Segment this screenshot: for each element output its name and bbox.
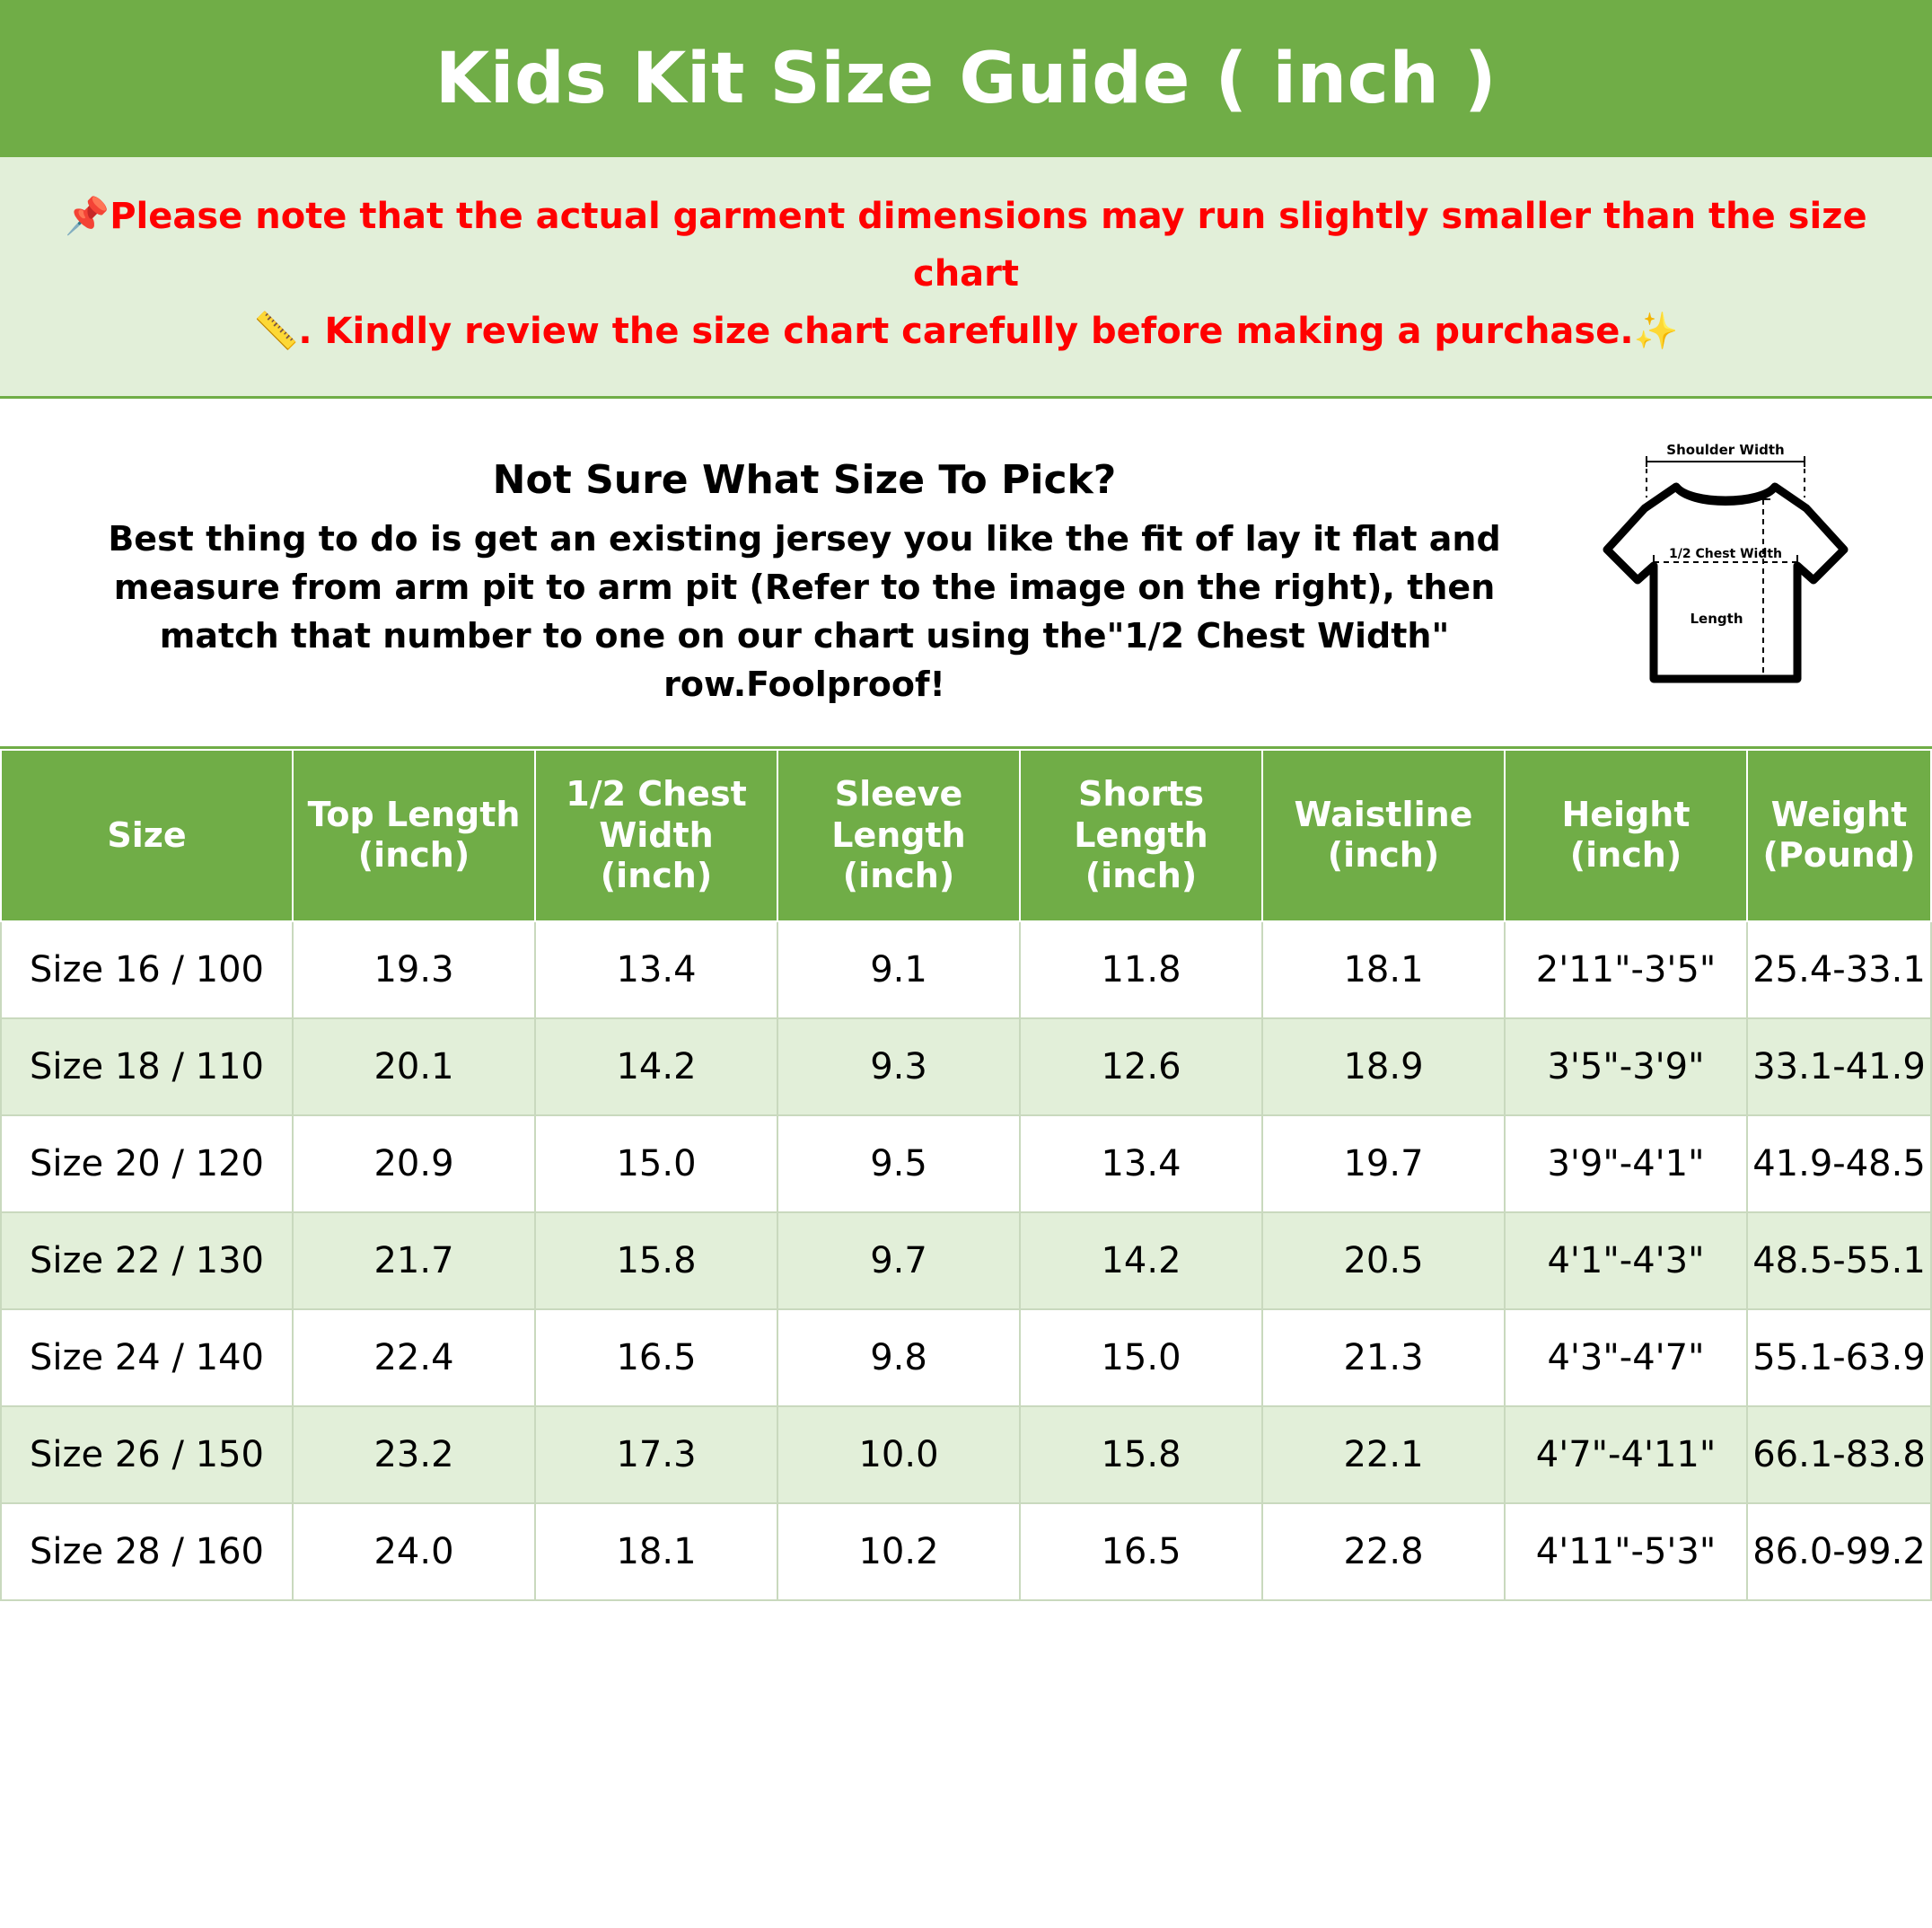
table-row bbox=[1, 1018, 1931, 1115]
column-header-waistline-line1: Waistline bbox=[1294, 794, 1473, 834]
cell-height: 3'5"-3'9" bbox=[1505, 1018, 1747, 1115]
cell-waistline: 19.7 bbox=[1262, 1115, 1505, 1212]
how-to-measure-body: Best thing to do is get an existing jersey you like the fit of lay it flat and measure from arm pit to arm pit (Refer to the image on the right), then match that number to one on our chart using the"1/2 Chest Width" row.Foolproof! bbox=[108, 519, 1501, 704]
svg-text:Length: Length bbox=[1690, 611, 1743, 627]
cell-chest-width: 13.4 bbox=[535, 921, 777, 1018]
pushpin-icon: 📌 bbox=[65, 196, 110, 237]
column-header-top-length bbox=[293, 750, 535, 921]
cell-top-length: 19.3 bbox=[293, 921, 535, 1018]
cell-size: Size 18 / 110 bbox=[1, 1018, 293, 1115]
cell-waistline: 22.8 bbox=[1262, 1503, 1505, 1600]
cell-sleeve-length: 9.5 bbox=[777, 1115, 1020, 1212]
cell-height: 4'3"-4'7" bbox=[1505, 1309, 1747, 1406]
how-to-measure-title: Not Sure What Size To Pick? bbox=[492, 457, 1117, 503]
svg-text:Shoulder Width: Shoulder Width bbox=[1666, 444, 1785, 458]
table-row bbox=[1, 921, 1931, 1018]
cell-shorts-length: 12.6 bbox=[1020, 1018, 1262, 1115]
cell-chest-width: 15.0 bbox=[535, 1115, 777, 1212]
cell-height: 4'1"-4'3" bbox=[1505, 1212, 1747, 1309]
table-row bbox=[1, 1212, 1931, 1309]
tshirt-icon bbox=[1591, 444, 1860, 713]
column-header-top-length-line2: (inch) bbox=[357, 835, 470, 876]
note-line-1 bbox=[27, 188, 1905, 303]
page-title: Kids Kit Size Guide ( inch ) bbox=[435, 38, 1497, 119]
cell-top-length: 21.7 bbox=[293, 1212, 535, 1309]
column-header-waistline-line2: (inch) bbox=[1327, 835, 1440, 876]
cell-top-length: 23.2 bbox=[293, 1406, 535, 1503]
cell-top-length: 20.9 bbox=[293, 1115, 535, 1212]
cell-shorts-length: 13.4 bbox=[1020, 1115, 1262, 1212]
cell-sleeve-length: 9.1 bbox=[777, 921, 1020, 1018]
cell-height: 3'9"-4'1" bbox=[1505, 1115, 1747, 1212]
column-header-size-line1: Size bbox=[107, 814, 187, 855]
svg-text:1/2 Chest Width: 1/2 Chest Width bbox=[1668, 547, 1783, 561]
tshirt-measure-diagram bbox=[1591, 444, 1860, 717]
column-header-sleeve-length bbox=[777, 750, 1020, 921]
cell-size: Size 16 / 100 bbox=[1, 921, 293, 1018]
table-row bbox=[1, 1503, 1931, 1600]
column-header-chest-width bbox=[535, 750, 777, 921]
cell-shorts-length: 14.2 bbox=[1020, 1212, 1262, 1309]
cell-shorts-length: 11.8 bbox=[1020, 921, 1262, 1018]
cell-sleeve-length: 9.8 bbox=[777, 1309, 1020, 1406]
column-header-height bbox=[1505, 750, 1747, 921]
cell-waistline: 20.5 bbox=[1262, 1212, 1505, 1309]
cell-weight: 41.9-48.5 bbox=[1747, 1115, 1931, 1212]
column-header-size bbox=[1, 750, 293, 921]
column-header-shorts-length bbox=[1020, 750, 1262, 921]
size-note-strip bbox=[0, 157, 1932, 399]
column-header-shorts-length-line1: Shorts bbox=[1077, 774, 1205, 814]
cell-weight: 66.1-83.8 bbox=[1747, 1406, 1931, 1503]
cell-size: Size 26 / 150 bbox=[1, 1406, 293, 1503]
column-header-weight-line2: (Pound) bbox=[1762, 835, 1916, 876]
how-to-measure-block bbox=[0, 399, 1932, 749]
cell-chest-width: 17.3 bbox=[535, 1406, 777, 1503]
cell-height: 2'11"-3'5" bbox=[1505, 921, 1747, 1018]
cell-waistline: 21.3 bbox=[1262, 1309, 1505, 1406]
cell-top-length: 24.0 bbox=[293, 1503, 535, 1600]
cell-weight: 55.1-63.9 bbox=[1747, 1309, 1931, 1406]
column-header-waistline bbox=[1262, 750, 1505, 921]
table-header-row bbox=[1, 750, 1931, 921]
cell-weight: 48.5-55.1 bbox=[1747, 1212, 1931, 1309]
column-header-top-length-line1: Top Length bbox=[307, 794, 521, 834]
sparkles-icon: ✨ bbox=[1633, 311, 1679, 352]
size-chart-table bbox=[0, 749, 1932, 1601]
column-header-sleeve-length-line2: Length (inch) bbox=[831, 814, 966, 896]
page-banner bbox=[0, 0, 1932, 157]
cell-top-length: 22.4 bbox=[293, 1309, 535, 1406]
cell-weight: 86.0-99.2 bbox=[1747, 1503, 1931, 1600]
column-header-weight-line1: Weight bbox=[1770, 794, 1908, 834]
cell-waistline: 18.1 bbox=[1262, 921, 1505, 1018]
note-line-2-text: . Kindly review the size chart carefully before making a purchase. bbox=[298, 311, 1634, 352]
cell-shorts-length: 15.0 bbox=[1020, 1309, 1262, 1406]
cell-waistline: 18.9 bbox=[1262, 1018, 1505, 1115]
cell-sleeve-length: 9.7 bbox=[777, 1212, 1020, 1309]
cell-chest-width: 14.2 bbox=[535, 1018, 777, 1115]
cell-shorts-length: 16.5 bbox=[1020, 1503, 1262, 1600]
column-header-height-line1: Height bbox=[1561, 794, 1690, 834]
cell-sleeve-length: 10.0 bbox=[777, 1406, 1020, 1503]
column-header-shorts-length-line2: Length (inch) bbox=[1074, 814, 1208, 896]
cell-waistline: 22.1 bbox=[1262, 1406, 1505, 1503]
cell-weight: 25.4-33.1 bbox=[1747, 921, 1931, 1018]
cell-weight: 33.1-41.9 bbox=[1747, 1018, 1931, 1115]
table-row bbox=[1, 1115, 1931, 1212]
cell-size: Size 22 / 130 bbox=[1, 1212, 293, 1309]
cell-height: 4'11"-5'3" bbox=[1505, 1503, 1747, 1600]
cell-chest-width: 16.5 bbox=[535, 1309, 777, 1406]
cell-height: 4'7"-4'11" bbox=[1505, 1406, 1747, 1503]
cell-chest-width: 18.1 bbox=[535, 1503, 777, 1600]
cell-sleeve-length: 10.2 bbox=[777, 1503, 1020, 1600]
cell-sleeve-length: 9.3 bbox=[777, 1018, 1020, 1115]
column-header-chest-width-line1: 1/2 Chest bbox=[566, 774, 747, 814]
column-header-sleeve-length-line1: Sleeve bbox=[834, 774, 963, 814]
cell-shorts-length: 15.8 bbox=[1020, 1406, 1262, 1503]
how-to-measure-text bbox=[18, 435, 1591, 709]
cell-top-length: 20.1 bbox=[293, 1018, 535, 1115]
table-row bbox=[1, 1309, 1931, 1406]
cell-chest-width: 15.8 bbox=[535, 1212, 777, 1309]
note-line-2 bbox=[27, 303, 1905, 360]
size-chart-head bbox=[1, 750, 1931, 921]
table-row bbox=[1, 1406, 1931, 1503]
column-header-height-line2: (inch) bbox=[1569, 835, 1682, 876]
cell-size: Size 24 / 140 bbox=[1, 1309, 293, 1406]
column-header-chest-width-line2: Width (inch) bbox=[599, 814, 714, 896]
column-header-weight bbox=[1747, 750, 1931, 921]
cell-size: Size 28 / 160 bbox=[1, 1503, 293, 1600]
cell-size: Size 20 / 120 bbox=[1, 1115, 293, 1212]
note-line-1-text: Please note that the actual garment dimensions may run slightly smaller than the size chart bbox=[110, 196, 1867, 295]
ruler-icon: 📏 bbox=[253, 311, 299, 352]
size-chart-body bbox=[1, 921, 1931, 1600]
